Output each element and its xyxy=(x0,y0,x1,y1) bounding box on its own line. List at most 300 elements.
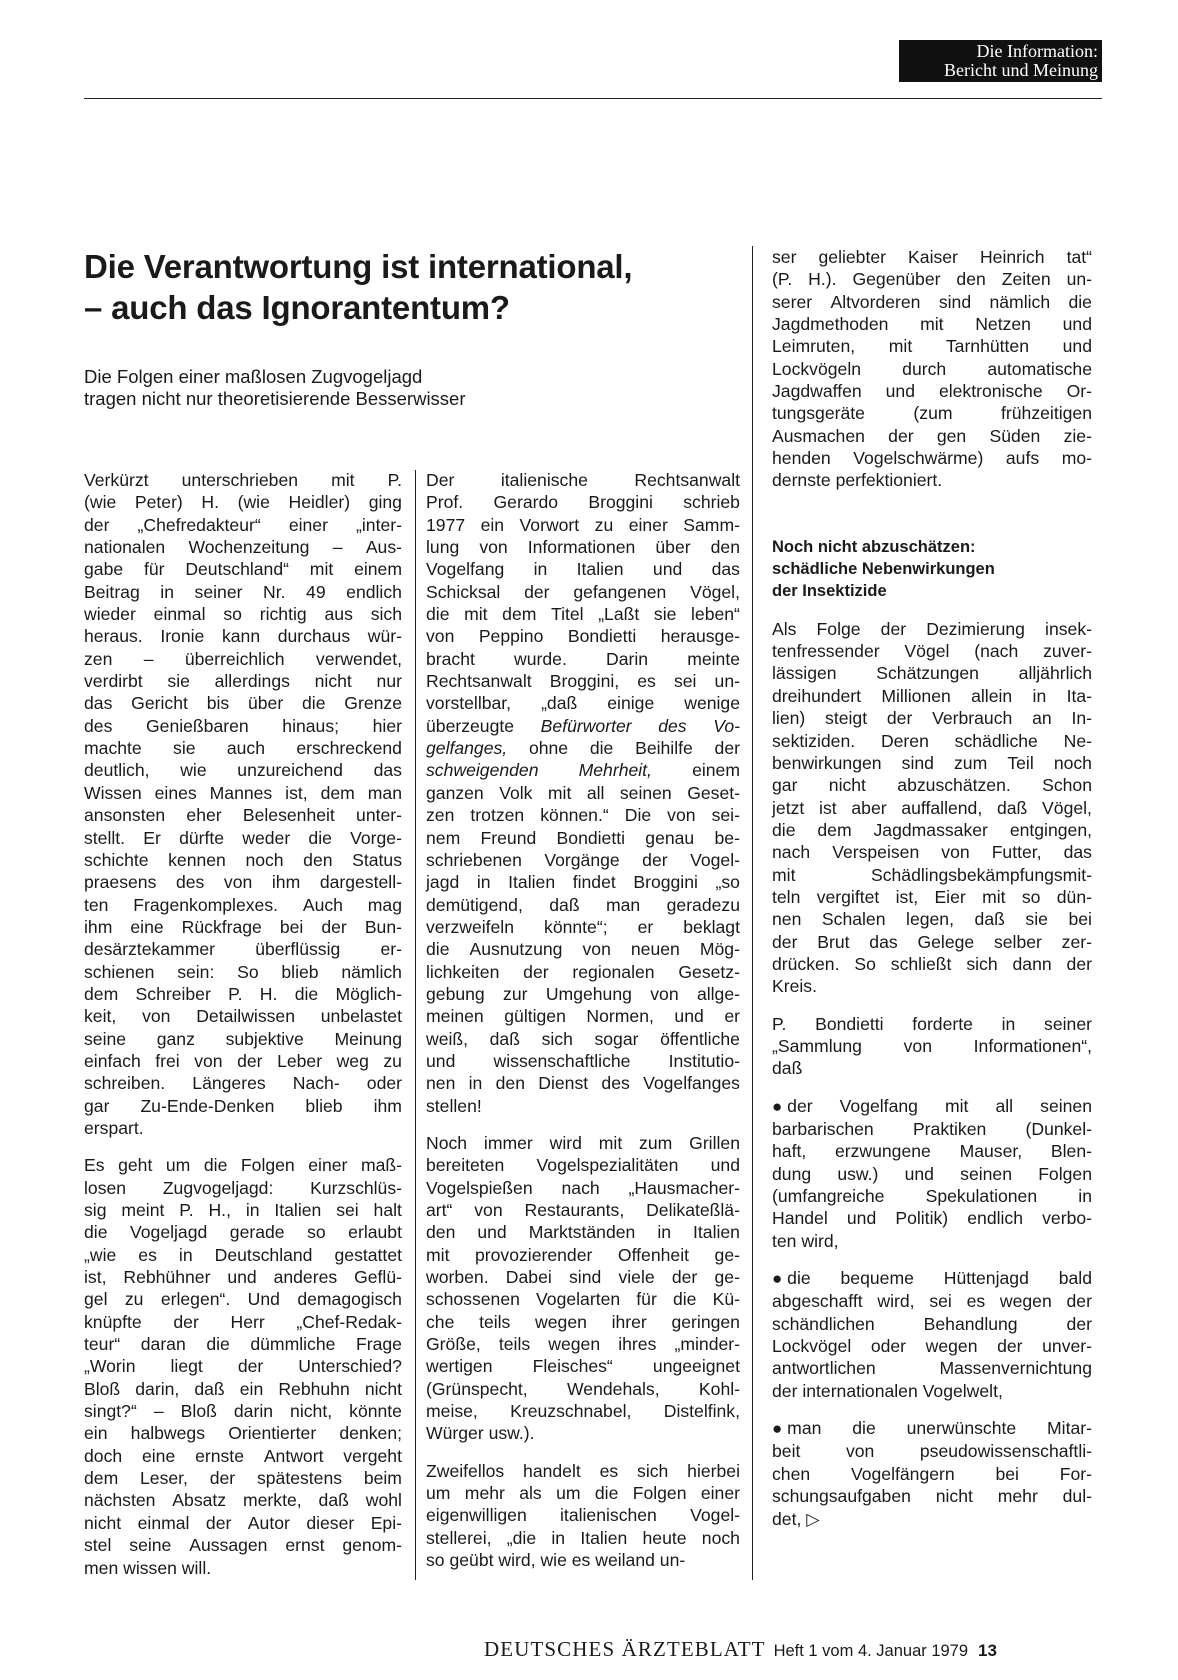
word: „so xyxy=(715,872,740,893)
bullet-icon: ● xyxy=(772,1269,783,1289)
word: „wie xyxy=(84,1244,117,1265)
word: Kü- xyxy=(712,1289,740,1310)
word: (Dunkel- xyxy=(1025,1119,1092,1139)
word: blieb xyxy=(305,1095,343,1116)
word: könnte xyxy=(349,1401,402,1422)
word: nen xyxy=(772,909,802,930)
word: Unterschied? xyxy=(298,1356,402,1377)
word: gefangenen xyxy=(573,581,667,602)
word: noch xyxy=(1053,752,1092,773)
word: anderes xyxy=(273,1267,338,1288)
text-line xyxy=(426,1132,740,1154)
word: Deutschland xyxy=(214,1244,313,1265)
word: seinen xyxy=(960,1163,1012,1184)
word: Mauser, xyxy=(959,1141,1023,1162)
word: ganzen xyxy=(426,782,484,803)
text-line xyxy=(426,715,740,737)
word: und xyxy=(710,1155,740,1176)
word: Detailwissen xyxy=(196,1006,295,1027)
word: daß xyxy=(489,1028,520,1049)
word: Schädlingsbekämpfungsmit- xyxy=(870,864,1092,885)
text-line xyxy=(772,1290,1092,1312)
word: ten xyxy=(84,894,109,915)
word: heute xyxy=(642,1527,687,1548)
text-line xyxy=(772,1485,1092,1507)
word: Jagdmethoden xyxy=(772,314,889,335)
word: ihm xyxy=(84,916,113,937)
word: Gegenüber xyxy=(852,269,941,290)
word: bei xyxy=(995,1463,1019,1484)
word: des xyxy=(175,872,205,893)
text-line xyxy=(426,1244,740,1266)
word: einmal xyxy=(153,604,206,625)
word: ist, xyxy=(285,782,308,803)
word: Meinung xyxy=(334,1028,402,1049)
word: wegen xyxy=(535,1311,587,1332)
word: und xyxy=(477,1222,507,1243)
word: lichkeiten xyxy=(426,961,500,982)
word: Kaiser xyxy=(908,247,958,267)
word: mit xyxy=(331,470,355,490)
word: den xyxy=(956,269,986,290)
word: Massenvernichtung xyxy=(939,1358,1092,1379)
word: Praktiken xyxy=(912,1119,987,1139)
word: spätestens xyxy=(256,1468,343,1489)
word: nämlich xyxy=(341,961,402,982)
paragraph xyxy=(772,618,1092,998)
word: Prof. xyxy=(426,492,464,513)
word: selber xyxy=(993,931,1042,952)
word: ein xyxy=(84,1423,108,1444)
word: schienen xyxy=(84,961,155,982)
word: der xyxy=(886,708,913,729)
word: der xyxy=(642,849,668,870)
text-line xyxy=(772,469,1092,491)
word: zuver- xyxy=(1043,641,1092,662)
word: nicht, xyxy=(290,1401,333,1422)
word: zu xyxy=(594,514,614,535)
word: wenige xyxy=(684,693,740,714)
bullet-lead xyxy=(772,1417,821,1440)
word: lässigen xyxy=(772,663,837,684)
word: jetzt xyxy=(772,797,805,818)
word: von xyxy=(474,1200,503,1220)
bullet-item xyxy=(772,1417,1092,1530)
word: sie xyxy=(167,671,190,692)
word: Fleisches“ xyxy=(532,1356,613,1377)
word: zie- xyxy=(1063,425,1092,446)
word: die xyxy=(852,1418,876,1439)
word: Vorwort xyxy=(519,514,580,535)
word: sich xyxy=(637,1460,669,1481)
issue-info: Heft 1 vom 4. Januar 1979 xyxy=(773,1642,969,1660)
word: gestattet xyxy=(334,1244,402,1265)
word: schrieb xyxy=(683,492,740,513)
word: H.). xyxy=(808,269,837,290)
word: Mehrheit, xyxy=(578,760,652,781)
word: gar xyxy=(84,1095,110,1116)
text-line xyxy=(426,491,740,513)
word: wurde. xyxy=(514,648,567,669)
word: So xyxy=(854,953,876,974)
word: daß xyxy=(549,894,580,915)
text-line xyxy=(772,685,1092,707)
bullet-item xyxy=(772,1095,1092,1252)
text-line xyxy=(84,715,402,737)
word: Möglich- xyxy=(335,983,402,1004)
word: Mannes xyxy=(209,782,273,803)
word: der xyxy=(888,425,914,446)
word: der xyxy=(1066,953,1092,974)
word: für xyxy=(143,559,165,580)
text-line xyxy=(84,1028,402,1050)
word: Delikateßlä- xyxy=(646,1200,740,1220)
word: gen xyxy=(936,425,967,446)
word: um xyxy=(556,1483,581,1504)
text-line xyxy=(772,774,1092,796)
word: heraus. xyxy=(84,626,143,647)
word: unbelastet xyxy=(320,1006,402,1027)
word: P. xyxy=(387,470,402,490)
word: stellerei, xyxy=(426,1527,492,1548)
word: Aus- xyxy=(365,537,402,558)
word: mit xyxy=(464,604,488,625)
word: perfektioniert. xyxy=(835,470,943,491)
word: daß xyxy=(318,1490,349,1511)
word: halt xyxy=(373,1200,402,1220)
word: zen xyxy=(426,805,455,826)
text-line xyxy=(84,961,402,983)
text-line xyxy=(772,931,1092,953)
text-line xyxy=(84,1050,402,1072)
word: wird, xyxy=(877,1291,915,1312)
word: mag xyxy=(367,894,402,915)
word: die xyxy=(1068,291,1092,312)
word: demütigend, xyxy=(426,894,523,915)
word: Und xyxy=(247,1289,280,1310)
word: Spekulationen xyxy=(925,1186,1038,1207)
word: nicht xyxy=(935,1486,973,1507)
word: Es xyxy=(84,1155,105,1176)
word: halbwegs xyxy=(130,1423,206,1444)
word: forderte xyxy=(912,1013,973,1034)
word: meise, xyxy=(426,1401,478,1422)
word: desärztekammer xyxy=(84,939,216,960)
word: H., xyxy=(208,1200,231,1220)
word: Vorge- xyxy=(350,827,402,848)
text-line xyxy=(772,707,1092,729)
word: gar xyxy=(772,775,798,796)
text-line xyxy=(84,1467,402,1489)
word: dem xyxy=(84,983,119,1004)
word: – xyxy=(332,537,343,558)
word: verzweifeln xyxy=(426,916,515,937)
word: Folgen xyxy=(240,1155,295,1176)
word: einige xyxy=(607,693,655,714)
word: als xyxy=(519,1483,542,1504)
word: Dezimierung xyxy=(926,618,1025,639)
word: Autor xyxy=(247,1512,290,1533)
word: Fragenkomplexes. xyxy=(133,894,279,915)
section-heading-line: Noch nicht abzuschätzen: xyxy=(772,537,976,556)
word: italienischen xyxy=(560,1505,657,1526)
word: Genießbaren xyxy=(145,715,249,736)
word: Eier xyxy=(934,886,966,907)
word: Ita- xyxy=(1066,685,1092,706)
word: allge- xyxy=(696,983,740,1004)
word: geübt xyxy=(449,1550,494,1571)
word: eines xyxy=(154,782,197,803)
word: sie xyxy=(173,738,196,759)
word: es xyxy=(571,1550,591,1571)
magazine-name: DEUTSCHES ÄRZTEBLATT xyxy=(484,1637,766,1661)
word: schändlichen xyxy=(772,1313,875,1334)
word: Italien xyxy=(580,1527,628,1548)
word: Schon xyxy=(1042,775,1092,796)
word: mit xyxy=(944,1095,969,1116)
word: Deutschland“ xyxy=(185,559,289,580)
word: Auch xyxy=(302,894,343,915)
word: ihm xyxy=(373,1095,402,1116)
word: geht xyxy=(118,1155,153,1176)
word: Blen- xyxy=(1050,1141,1092,1162)
word: Teil xyxy=(1007,752,1034,773)
word: Vorgänge xyxy=(544,849,620,870)
word: aus xyxy=(324,604,353,625)
word: ist, xyxy=(84,1267,107,1288)
word: „inter- xyxy=(356,514,402,535)
word: zum xyxy=(954,752,988,773)
word: drücken. xyxy=(772,953,840,974)
word: aufs xyxy=(1005,448,1040,469)
word: dem xyxy=(320,782,355,803)
headline xyxy=(84,246,744,328)
word: wissen xyxy=(123,1557,177,1578)
word: oder xyxy=(366,1073,402,1094)
text-line xyxy=(426,469,740,491)
word: und xyxy=(846,1208,877,1229)
word: und xyxy=(1062,336,1092,357)
word: So xyxy=(237,961,259,982)
word: eine xyxy=(130,916,164,937)
word: der xyxy=(209,1468,236,1489)
word: Umgehung xyxy=(545,983,632,1004)
word: verwendet, xyxy=(315,648,402,669)
word: Vögel, xyxy=(1042,797,1092,818)
word: henden xyxy=(772,448,831,469)
text-line xyxy=(772,864,1092,886)
word: seine xyxy=(129,1535,172,1556)
text-line xyxy=(84,1154,402,1176)
word: erzwungene xyxy=(834,1141,931,1162)
word: mit xyxy=(772,864,796,885)
word: den xyxy=(710,537,740,558)
word: Beitrag xyxy=(84,581,140,602)
word: (umfangreiche xyxy=(772,1186,885,1207)
word: weder xyxy=(242,827,291,848)
text-line xyxy=(426,1266,740,1288)
word: von xyxy=(941,842,970,863)
section-heading-line: schädliche Nebenwirkungen xyxy=(772,559,995,578)
word: dreihundert xyxy=(772,685,862,706)
word: findet xyxy=(572,872,616,893)
word: un- xyxy=(714,671,740,692)
word: bequeme xyxy=(840,1268,914,1289)
word: geringen xyxy=(671,1311,740,1332)
word: zur xyxy=(503,983,528,1004)
word: man xyxy=(605,894,641,915)
bullet-lead xyxy=(772,1095,813,1118)
word: Normen, xyxy=(586,1006,654,1027)
word: darin, xyxy=(135,1378,180,1399)
word: endlich xyxy=(346,581,402,602)
word: In- xyxy=(1071,708,1092,729)
text-line xyxy=(84,469,402,491)
word: einmal xyxy=(137,1512,190,1533)
section-label-line2: Bericht und Meinung xyxy=(944,60,1098,80)
word: wird, xyxy=(801,1230,839,1251)
word: ansonsten xyxy=(84,805,166,826)
text-line xyxy=(84,1512,402,1534)
word: „Laßt xyxy=(598,604,640,625)
word: frei xyxy=(155,1050,180,1071)
word: Peter) xyxy=(134,492,183,513)
word: des xyxy=(658,715,687,736)
text-line xyxy=(772,1313,1092,1335)
word: Broggini xyxy=(588,492,653,513)
word: in xyxy=(1078,1186,1092,1207)
word: bracht xyxy=(426,648,475,669)
word: Leber xyxy=(277,1050,323,1071)
word: all xyxy=(995,1095,1014,1116)
paragraph xyxy=(772,1013,1092,1080)
word: vergeht xyxy=(343,1445,402,1466)
word: Geflü- xyxy=(354,1267,402,1288)
text-line xyxy=(84,1221,402,1243)
word: erschreckend xyxy=(296,738,402,759)
word: Epi- xyxy=(370,1512,402,1533)
word: in xyxy=(1001,1013,1016,1034)
text-line xyxy=(84,1266,402,1288)
word: könnte“; xyxy=(544,916,608,937)
word: „die xyxy=(506,1527,537,1548)
word: Ausmachen xyxy=(772,425,865,446)
word: Aussagen xyxy=(189,1535,268,1556)
text-line xyxy=(772,819,1092,841)
text-line xyxy=(772,640,1092,662)
word: schossenen xyxy=(426,1289,520,1310)
word: neuen xyxy=(630,939,680,960)
text-line xyxy=(84,871,402,893)
word: deutlich, xyxy=(84,760,150,781)
text-line xyxy=(772,425,1092,447)
word: genau xyxy=(645,827,695,848)
word: ser xyxy=(772,247,797,267)
word: ein xyxy=(480,514,505,535)
word: sogar xyxy=(594,1028,639,1049)
text-line xyxy=(426,1177,740,1199)
word: Or- xyxy=(1066,381,1092,402)
word: können.“ xyxy=(540,805,609,826)
word: hinaus; xyxy=(282,715,340,736)
text-line xyxy=(84,1311,402,1333)
text-line xyxy=(426,536,740,558)
word: die xyxy=(308,827,332,848)
word: für xyxy=(636,1289,657,1310)
word: sei xyxy=(336,1200,359,1220)
text-line xyxy=(426,782,740,804)
word: gel xyxy=(84,1289,108,1310)
word: (zum xyxy=(913,403,953,424)
word: steigt xyxy=(825,708,868,729)
word: (wie xyxy=(237,492,270,513)
word: unver- xyxy=(1042,1336,1092,1357)
word: Handel xyxy=(772,1208,828,1229)
word: Noch xyxy=(426,1132,468,1153)
word: die xyxy=(294,983,319,1004)
word: der xyxy=(1066,1313,1092,1334)
word: art“ xyxy=(426,1200,453,1220)
word: zer- xyxy=(1061,931,1092,952)
word: Geset- xyxy=(687,782,740,803)
text-line xyxy=(84,759,402,781)
word: Vogelfang xyxy=(839,1095,918,1116)
word: Wissen xyxy=(84,782,142,803)
word: zu xyxy=(383,1050,402,1071)
word: erlaubt xyxy=(348,1222,402,1243)
word: sei xyxy=(929,1291,952,1312)
word: es xyxy=(138,1244,157,1265)
word: ohne xyxy=(528,738,569,759)
word: dul- xyxy=(1062,1486,1092,1507)
word: überflüssig xyxy=(255,939,341,960)
word: Leimruten, xyxy=(772,336,856,357)
text-line xyxy=(84,737,402,759)
text-line xyxy=(426,581,740,603)
word: denken; xyxy=(339,1423,402,1444)
word: hier xyxy=(372,715,402,736)
word: geradezu xyxy=(666,894,740,915)
column-3 xyxy=(772,246,1092,1530)
word: viele xyxy=(618,1267,655,1288)
word: daran xyxy=(140,1334,186,1355)
headline-line2: – auch das Ignorantentum? xyxy=(84,289,510,326)
text-line xyxy=(772,1095,1092,1118)
word: ihrer xyxy=(611,1311,647,1332)
word: mehr xyxy=(997,1486,1038,1507)
word: Antwort xyxy=(263,1445,324,1466)
word: noch xyxy=(245,849,284,870)
word: P. xyxy=(228,983,243,1004)
word: ganz xyxy=(156,1028,195,1049)
word: endlich xyxy=(967,1208,1024,1229)
word: Marktständen xyxy=(528,1222,636,1243)
word: Bondietti xyxy=(567,626,637,647)
word: nämlich xyxy=(989,291,1051,312)
word: die xyxy=(782,1268,811,1289)
word: einer xyxy=(700,1483,740,1504)
text-line xyxy=(772,1267,1092,1290)
section-heading xyxy=(772,536,1092,602)
text-line xyxy=(772,1163,1092,1185)
word: sie xyxy=(1025,909,1048,930)
text-line xyxy=(772,380,1092,402)
text-line xyxy=(426,1355,740,1377)
word: sich xyxy=(370,604,402,625)
word: dernste xyxy=(772,470,831,491)
text-line xyxy=(772,268,1092,290)
word: Millionen xyxy=(881,685,951,706)
